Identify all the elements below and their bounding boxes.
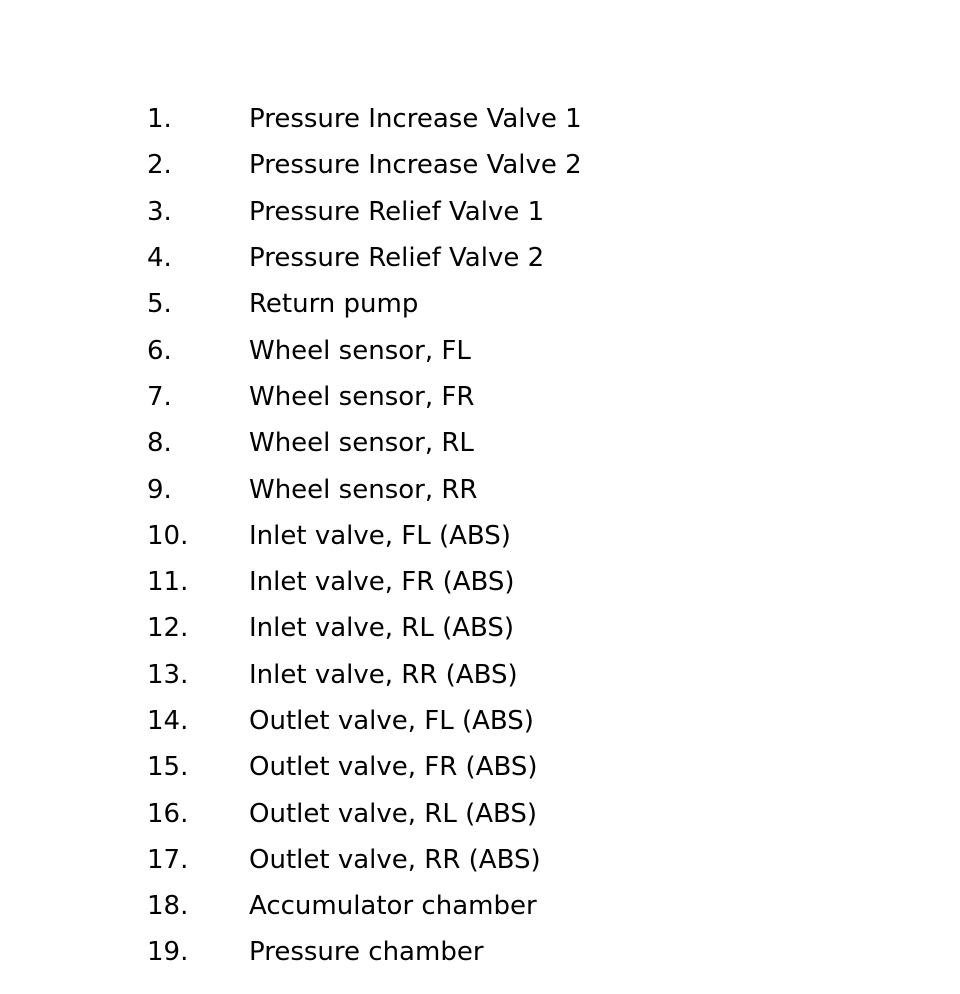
item-number: 10. [147,520,189,551]
item-number: 1. [147,104,172,135]
list-item [147,929,582,975]
list-item [147,698,582,744]
list-item [147,837,582,883]
item-number: 2. [147,150,172,181]
item-number: 17. [147,844,189,875]
item-number: 12. [147,613,189,644]
list-item [147,374,582,420]
list-item [147,189,582,235]
item-number: 5. [147,289,172,320]
item-number: 7. [147,381,172,412]
item-label: Return pump [249,289,419,320]
item-label: Outlet valve, RR (ABS) [249,844,541,875]
item-label: Wheel sensor, RL [249,428,474,459]
list-item [147,327,582,373]
item-label: Pressure Relief Valve 1 [249,196,545,227]
item-label: Outlet valve, FL (ABS) [249,706,534,736]
list-item [147,420,582,466]
list-item [147,559,582,605]
item-number: 14. [147,706,189,736]
item-label: Outlet valve, FR (ABS) [249,752,538,783]
item-label: Wheel sensor, FL [249,335,471,366]
item-number: 6. [147,335,172,366]
item-label: Wheel sensor, RR [249,474,478,505]
item-label: Inlet valve, RL (ABS) [249,613,515,644]
item-number: 13. [147,659,189,690]
list-item [147,281,582,327]
item-label: Inlet valve, FL (ABS) [249,520,511,551]
item-label: Pressure chamber [249,937,484,968]
list-item [147,652,582,698]
component-legend-list [147,96,582,976]
item-number: 11. [147,567,189,598]
item-number: 9. [147,474,172,505]
item-label: Inlet valve, FR (ABS) [249,567,515,598]
list-item [147,744,582,790]
item-number: 4. [147,243,172,274]
list-item [147,96,582,142]
item-number: 16. [147,798,189,829]
item-label: Pressure Relief Valve 2 [249,243,545,274]
item-label: Outlet valve, RL (ABS) [249,798,538,829]
item-label: Accumulator chamber [249,891,537,922]
item-label: Pressure Increase Valve 1 [249,104,582,135]
list-item [147,790,582,836]
item-number: 19. [147,937,189,968]
list-item [147,142,582,188]
item-number: 8. [147,428,172,459]
item-label: Inlet valve, RR (ABS) [249,659,518,690]
item-label: Wheel sensor, FR [249,381,475,412]
list-item [147,513,582,559]
item-label: Pressure Increase Valve 2 [249,150,582,181]
item-number: 3. [147,196,172,227]
item-number: 18. [147,891,189,922]
list-item [147,235,582,281]
list-item [147,466,582,512]
list-item [147,883,582,929]
item-number: 15. [147,752,189,783]
list-item [147,605,582,651]
